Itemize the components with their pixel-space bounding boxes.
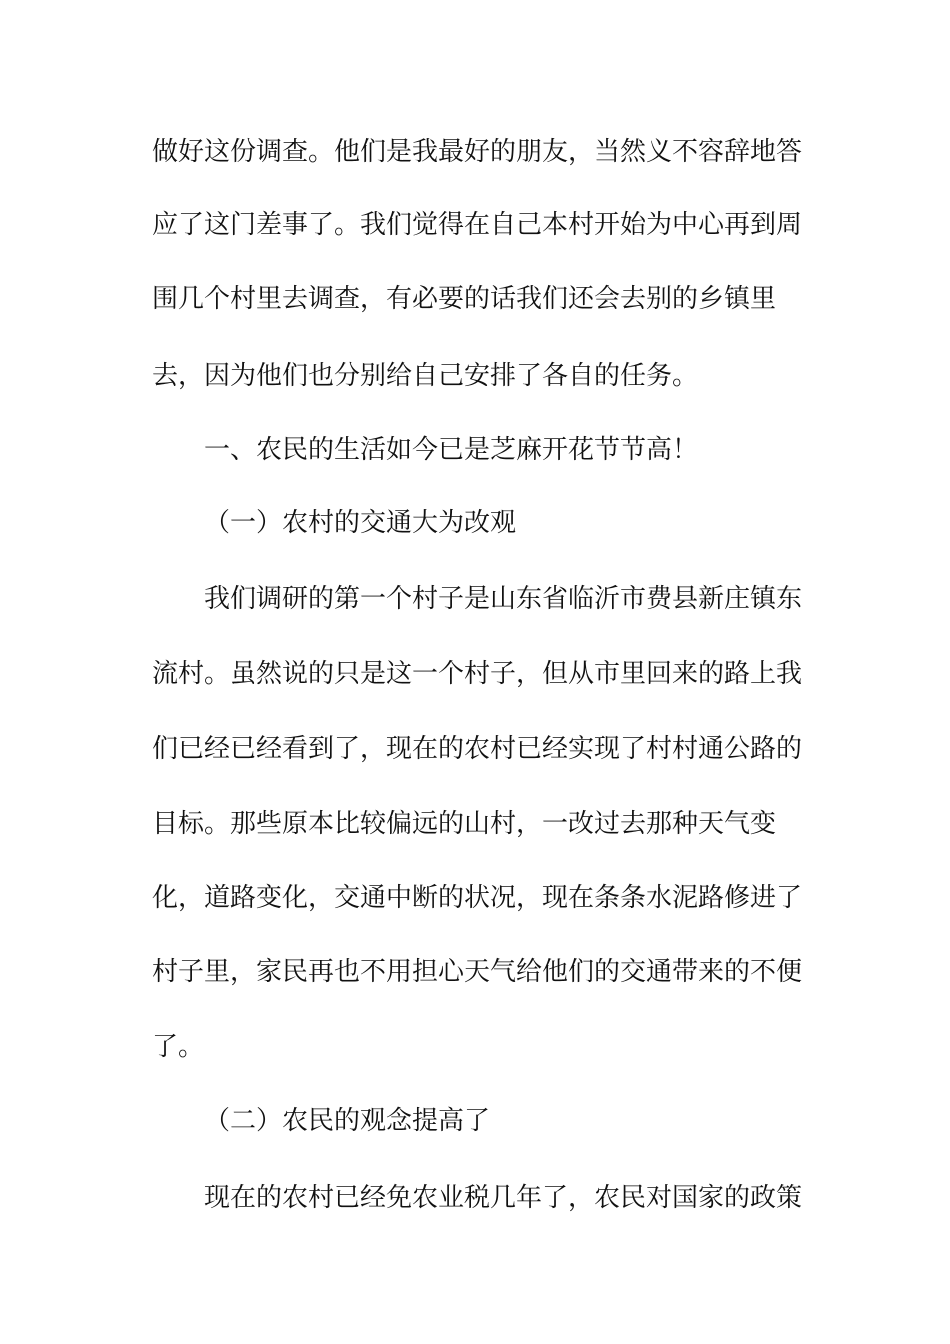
section-heading: 一、农民的生活如今已是芝麻开花节节高！ — [204, 435, 699, 465]
text-line: 做好这份调查。他们是我最好的朋友，当然义不容辞地答 — [152, 137, 803, 167]
subsection-heading: （一）农村的交通大为改观 — [204, 508, 517, 538]
text-line: 们已经已经看到了，现在的农村已经实现了村村通公路的 — [152, 734, 803, 764]
text-line: 了。 — [152, 1032, 205, 1062]
text-line: 流村。虽然说的只是这一个村子，但从市里回来的路上我 — [152, 659, 803, 689]
text-line: 村子里，家民再也不用担心天气给他们的交通带来的不便 — [152, 957, 803, 987]
subsection-heading: （二）农民的观念提高了 — [204, 1106, 491, 1136]
text-line: 我们调研的第一个村子是山东省临沂市费县新庄镇东 — [204, 584, 803, 614]
text-line: 目标。那些原本比较偏远的山村，一改过去那种天气变 — [152, 809, 777, 839]
text-line: 围几个村里去调查，有必要的话我们还会去别的乡镇里 — [152, 284, 777, 314]
text-line: 化，道路变化，交通中断的状况，现在条条水泥路修进了 — [152, 883, 803, 913]
text-line: 应了这门差事了。我们觉得在自己本村开始为中心再到周 — [152, 210, 803, 240]
text-line: 现在的农村已经免农业税几年了，农民对国家的政策 — [204, 1183, 803, 1213]
text-line: 去，因为他们也分别给自己安排了各自的任务。 — [152, 361, 699, 391]
